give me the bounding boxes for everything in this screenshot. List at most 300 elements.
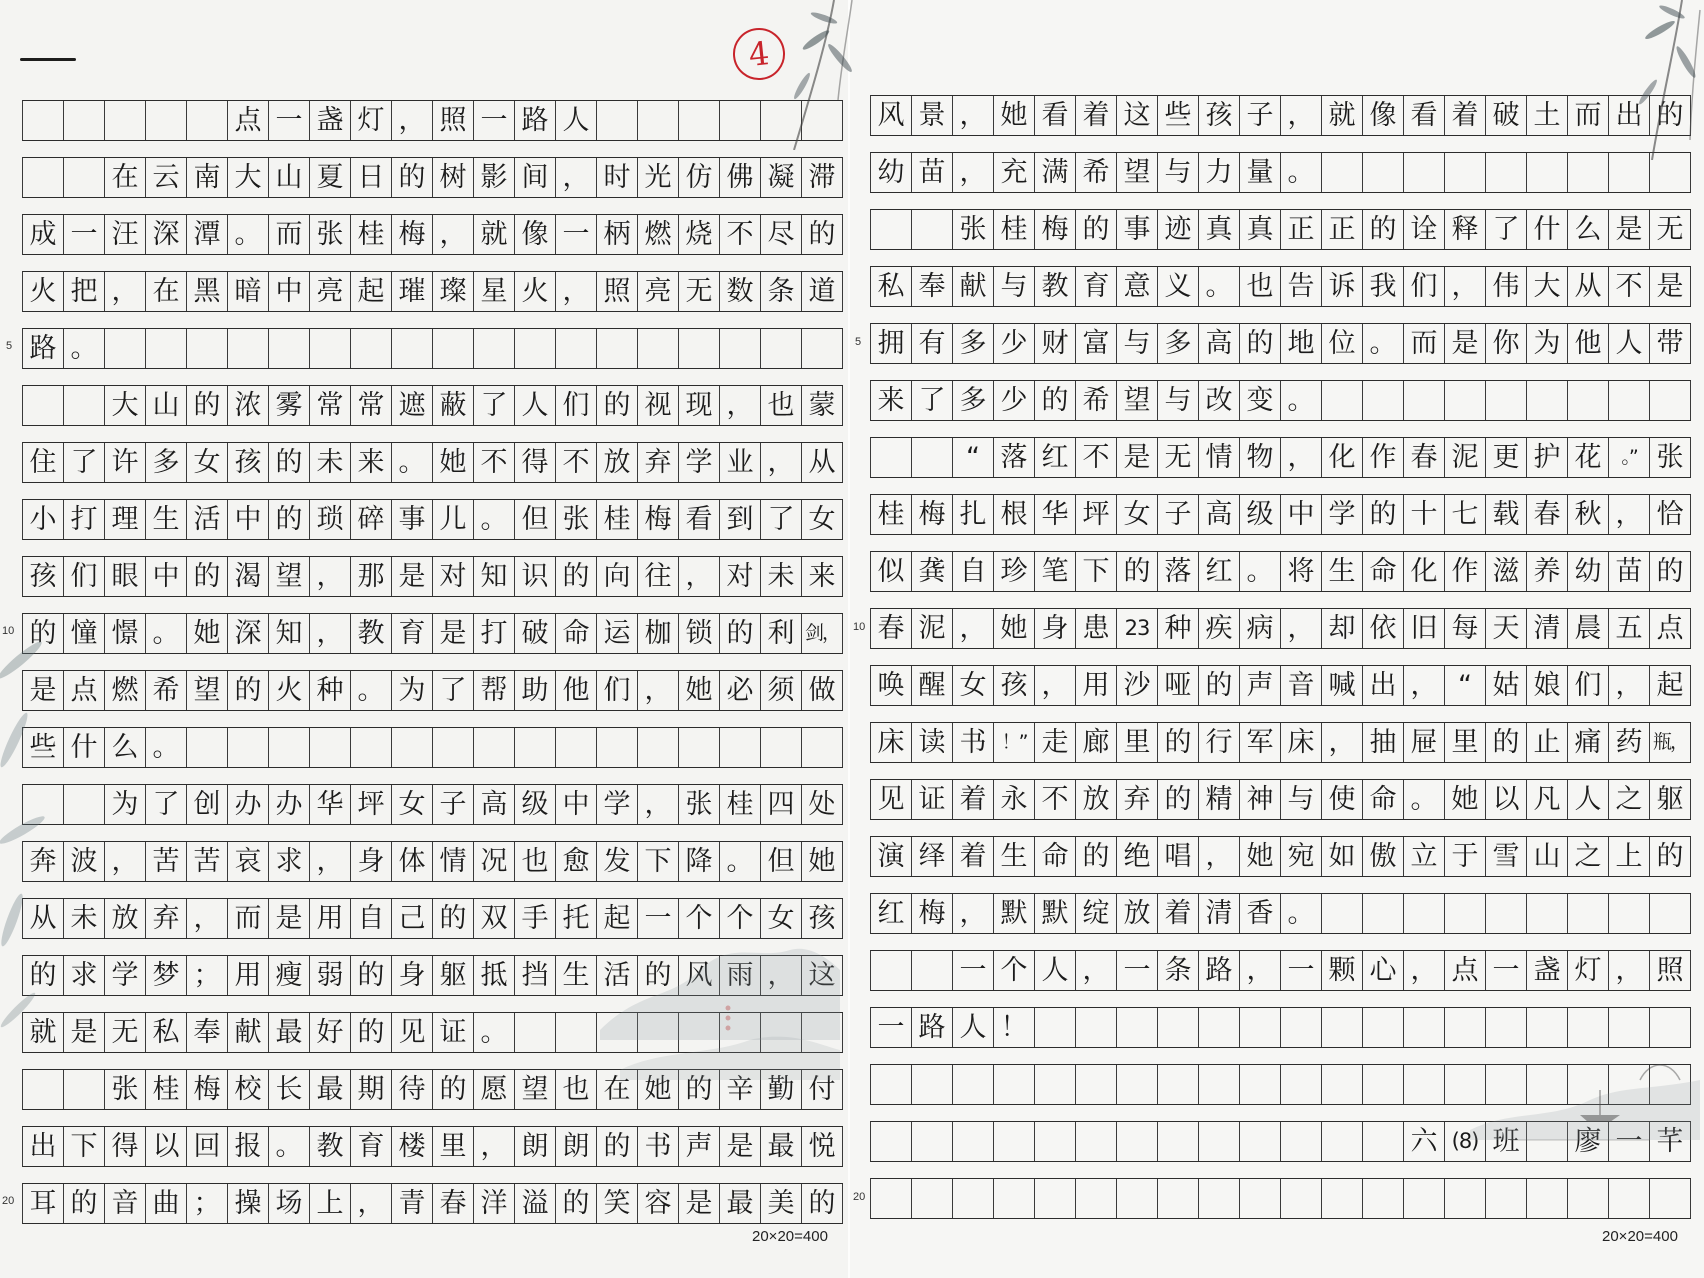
grid-cell: 蔽: [433, 386, 474, 425]
grid-cell: 哀: [228, 842, 269, 881]
grid-cell: 溢: [515, 1184, 556, 1223]
grid-cell: 姑: [1486, 666, 1527, 705]
grid-cell: ，: [953, 96, 994, 135]
grid-cell: 痛: [1568, 723, 1609, 762]
grid-cell-empty: [515, 1013, 556, 1052]
grid-cell: 运: [597, 614, 638, 653]
grid-cell: 学: [1322, 495, 1363, 534]
grid-cell: 伟: [1486, 267, 1527, 306]
grid-cell: 无: [1650, 210, 1691, 249]
grid-cell: 雪: [1486, 837, 1527, 876]
grid-cell: 儿: [433, 500, 474, 539]
grid-cell-empty: [1486, 1179, 1527, 1218]
grid-cell: 张: [679, 785, 720, 824]
grid-cell: 奉: [187, 1013, 228, 1052]
grid-cell-empty: [187, 728, 228, 767]
grid-cell-empty: [1117, 1179, 1158, 1218]
grid-cell-empty: [23, 1070, 64, 1109]
line-number-marker: 5: [6, 340, 13, 352]
grid-cell: 瓶，: [1650, 723, 1691, 762]
grid-cell: 手: [515, 899, 556, 938]
grid-cell-empty: [1650, 894, 1691, 933]
grid-cell: 双: [474, 899, 515, 938]
grid-cell: 情: [1199, 438, 1240, 477]
grid-cell: 红: [1199, 552, 1240, 591]
grid-cell: 回: [187, 1127, 228, 1166]
grid-cell: 南: [187, 158, 228, 197]
grid-cell: 。: [1363, 324, 1404, 363]
grid-cell-empty: [64, 158, 105, 197]
grid-cell: ，: [556, 158, 597, 197]
grid-cell-empty: [1445, 1065, 1486, 1104]
grid-cell: 于: [1445, 837, 1486, 876]
grid-cell: 的: [1076, 210, 1117, 249]
grid-cell: 理: [105, 500, 146, 539]
grid-cell: 奉: [912, 267, 953, 306]
grid-cell: 用: [228, 956, 269, 995]
grid-cell: 创: [187, 785, 228, 824]
grid-cell: 颗: [1322, 951, 1363, 990]
grid-cell-empty: [638, 101, 679, 140]
grid-cell: 孩: [23, 557, 64, 596]
grid-cell: 起: [351, 272, 392, 311]
grid-cell: 落: [1158, 552, 1199, 591]
grid-cell-empty: [1486, 1065, 1527, 1104]
grid-cell: 。: [64, 329, 105, 368]
grid-cell: 宛: [1281, 837, 1322, 876]
grid-cell: ，: [1404, 666, 1445, 705]
grid-cell-empty: [953, 1122, 994, 1161]
essay-line: [871, 1008, 1035, 1047]
grid-cell: 报: [228, 1127, 269, 1166]
grid-cell: 书: [953, 723, 994, 762]
grid-cell: 中: [269, 272, 310, 311]
grid-cell: 一: [269, 101, 310, 140]
grid-cell-empty: [720, 101, 761, 140]
grid-cell: 无: [679, 272, 720, 311]
grid-cell: 花: [1568, 438, 1609, 477]
grid-cell-empty: [1199, 1008, 1240, 1047]
blank-row: [870, 1178, 1691, 1219]
grid-cell: 药: [1609, 723, 1650, 762]
grid-cell: 是: [679, 1184, 720, 1223]
grid-cell: 。: [269, 1127, 310, 1166]
grid-cell: 永: [994, 780, 1035, 819]
grid-cell-empty: [679, 1013, 720, 1052]
grid-cell: ，: [1609, 495, 1650, 534]
grid-cell: 诉: [1322, 267, 1363, 306]
grid-cell: 从: [1568, 267, 1609, 306]
grid-cell: 而: [1404, 324, 1445, 363]
grid-cell-empty: [1076, 1008, 1117, 1047]
essay-line: [23, 500, 843, 539]
grid-cell: 着: [953, 780, 994, 819]
grid-cell: 廖: [1568, 1122, 1609, 1161]
grid-cell: 了: [64, 443, 105, 482]
grid-cell: 放: [1117, 894, 1158, 933]
grid-cell: 凡: [1527, 780, 1568, 819]
grid-cell: 龚: [912, 552, 953, 591]
grid-cell-empty: [310, 728, 351, 767]
essay-line: [871, 951, 1691, 990]
grid-cell: 里: [1117, 723, 1158, 762]
grid-cell-empty: [1199, 1122, 1240, 1161]
writing-grid: [22, 100, 844, 1278]
grid-cell: 出: [1363, 666, 1404, 705]
grid-cell-empty: [994, 1065, 1035, 1104]
grid-cell: 未: [761, 557, 802, 596]
grid-cell: 自: [351, 899, 392, 938]
grid-cell-empty: [64, 101, 105, 140]
essay-row: [22, 1126, 843, 1167]
essay-line: [871, 381, 1322, 420]
grid-cell-empty: [720, 329, 761, 368]
grid-cell: 迹: [1158, 210, 1199, 249]
grid-cell: 她: [433, 443, 474, 482]
grid-cell: 红: [1035, 438, 1076, 477]
grid-cell: 愿: [474, 1070, 515, 1109]
grid-cell-empty: [1076, 1065, 1117, 1104]
grid-cell-empty: [1199, 1179, 1240, 1218]
grid-cell: 的: [1240, 324, 1281, 363]
grid-cell: 办: [269, 785, 310, 824]
grid-cell: 女: [1117, 495, 1158, 534]
essay-row: [22, 328, 843, 369]
essay-row: [870, 209, 1691, 250]
grid-cell-empty: [1363, 1122, 1404, 1161]
grid-cell-empty: [1445, 1179, 1486, 1218]
grid-cell: 奔: [23, 842, 64, 881]
grid-cell-empty: [228, 329, 269, 368]
grid-cell: 点: [64, 671, 105, 710]
grid-cell-empty: [1486, 1008, 1527, 1047]
grid-cell-empty: [871, 438, 912, 477]
grid-cell: 曲: [146, 1184, 187, 1223]
essay-line: [23, 158, 843, 197]
grid-cell-empty: [146, 101, 187, 140]
essay-line: [23, 272, 843, 311]
grid-cell: 孩: [802, 899, 843, 938]
grid-cell: 。: [1281, 894, 1322, 933]
essay-row: [870, 1007, 1691, 1048]
grid-cell: 些: [1158, 96, 1199, 135]
grid-cell: 亮: [638, 272, 679, 311]
essay-row: [22, 613, 843, 654]
grid-cell: 深: [228, 614, 269, 653]
grid-cell: 的: [433, 899, 474, 938]
grid-cell-empty: [1527, 381, 1568, 420]
essay-row: [870, 437, 1691, 478]
grid-cell-empty: [912, 210, 953, 249]
grid-cell: 命: [1035, 837, 1076, 876]
grid-cell: 桂: [146, 1070, 187, 1109]
grid-cell: 须: [761, 671, 802, 710]
grid-cell: 笑: [597, 1184, 638, 1223]
grid-cell: 护: [1527, 438, 1568, 477]
grid-cell: 高: [1199, 495, 1240, 534]
essay-line: [871, 495, 1691, 534]
grid-cell: 事: [1117, 210, 1158, 249]
essay-row: [22, 442, 843, 483]
grid-cell: (8): [1445, 1122, 1486, 1161]
grid-cell: 四: [761, 785, 802, 824]
grid-cell: 充: [994, 153, 1035, 192]
grid-cell: 放: [1076, 780, 1117, 819]
essay-row: [22, 214, 843, 255]
grid-cell: 一: [1117, 951, 1158, 990]
grid-cell: 旧: [1404, 609, 1445, 648]
grid-cell: 身: [351, 842, 392, 881]
grid-cell-empty: [351, 728, 392, 767]
grid-cell: 业: [720, 443, 761, 482]
grid-cell: 的: [1158, 723, 1199, 762]
grid-cell: 成: [23, 215, 64, 254]
grid-cell: 笔: [1035, 552, 1076, 591]
grid-cell: 一: [474, 101, 515, 140]
grid-cell: 点: [1445, 951, 1486, 990]
essay-line: [23, 899, 843, 938]
grid-cell: 着: [1158, 894, 1199, 933]
grid-cell: 路: [23, 329, 64, 368]
essay-line: [23, 443, 843, 482]
grid-cell: 桂: [597, 500, 638, 539]
grid-cell: 常: [310, 386, 351, 425]
grid-cell: 高: [474, 785, 515, 824]
grid-cell: 人: [556, 101, 597, 140]
grid-cell: 喊: [1322, 666, 1363, 705]
grid-cell: 起: [1650, 666, 1691, 705]
grid-cell: 之: [1568, 837, 1609, 876]
grid-cell: 献: [953, 267, 994, 306]
grid-cell-empty: [638, 329, 679, 368]
grid-cell: 了: [761, 500, 802, 539]
grid-cell: 是: [392, 557, 433, 596]
grid-cell: 琐: [310, 500, 351, 539]
grid-cell: 意: [1117, 267, 1158, 306]
grid-cell-empty: [1650, 153, 1691, 192]
grid-cell: 绝: [1117, 837, 1158, 876]
grid-cell-empty: [23, 101, 64, 140]
grid-cell: 私: [146, 1013, 187, 1052]
grid-cell: ，: [1035, 666, 1076, 705]
grid-cell: 影: [474, 158, 515, 197]
grid-cell: 教: [310, 1127, 351, 1166]
grid-cell: 们: [597, 671, 638, 710]
essay-row: [870, 380, 1691, 421]
grid-cell-empty: [64, 386, 105, 425]
essay-row: [870, 323, 1691, 364]
grid-cell: 春: [1527, 495, 1568, 534]
grid-cell: 不: [1609, 267, 1650, 306]
grid-cell: 书: [638, 1127, 679, 1166]
grid-cell: 佛: [720, 158, 761, 197]
grid-cell-empty: [105, 101, 146, 140]
grid-cell: 雾: [269, 386, 310, 425]
grid-cell-empty: [1363, 894, 1404, 933]
left-page: [0, 0, 848, 1278]
grid-cell: 些: [23, 728, 64, 767]
grid-cell: 沙: [1117, 666, 1158, 705]
essay-line: [871, 324, 1691, 363]
grid-cell: 中: [1281, 495, 1322, 534]
grid-cell: 星: [474, 272, 515, 311]
grid-cell: 泥: [912, 609, 953, 648]
essay-line: [871, 723, 1691, 762]
grid-cell: ，: [638, 671, 679, 710]
grid-cell: 春: [433, 1184, 474, 1223]
grid-cell: 的: [1158, 780, 1199, 819]
grid-cell: 上: [310, 1184, 351, 1223]
grid-cell-empty: [392, 329, 433, 368]
grid-cell-empty: [1363, 1065, 1404, 1104]
grid-cell: 浓: [228, 386, 269, 425]
grid-cell-empty: [720, 728, 761, 767]
grid-cell: 。: [1404, 780, 1445, 819]
grid-cell-empty: [1322, 381, 1363, 420]
grid-cell-empty: [23, 158, 64, 197]
grid-cell: 她: [802, 842, 843, 881]
grid-cell: 黑: [187, 272, 228, 311]
grid-cell: 张: [310, 215, 351, 254]
grid-cell: 情: [433, 842, 474, 881]
essay-row: [870, 893, 1691, 934]
grid-cell: 的: [187, 557, 228, 596]
grid-cell: 的: [1650, 837, 1691, 876]
grid-cell: 病: [1240, 609, 1281, 648]
grid-cell: 的: [1363, 210, 1404, 249]
essay-row: [870, 266, 1691, 307]
grid-cell: 级: [515, 785, 556, 824]
essay-line: [871, 837, 1691, 876]
grid-cell: 下: [1076, 552, 1117, 591]
grid-cell-empty: [871, 951, 912, 990]
grid-cell: 的: [1035, 381, 1076, 420]
grid-cell: 望: [1117, 381, 1158, 420]
grid-cell: 育: [1076, 267, 1117, 306]
grid-cell: 似: [871, 552, 912, 591]
grid-cell: 们: [556, 386, 597, 425]
grid-cell: 养: [1527, 552, 1568, 591]
grid-cell: 献: [228, 1013, 269, 1052]
grid-cell: 。: [351, 671, 392, 710]
grid-cell-empty: [1568, 153, 1609, 192]
grid-cell: 了: [912, 381, 953, 420]
grid-cell: 义: [1158, 267, 1199, 306]
grid-cell-empty: [802, 1013, 843, 1052]
grid-cell-empty: [556, 728, 597, 767]
grid-cell: 孩: [1199, 96, 1240, 135]
grid-cell: 得: [515, 443, 556, 482]
essay-title: [228, 101, 597, 140]
grid-cell-empty: [679, 728, 720, 767]
grid-cell: 就: [474, 215, 515, 254]
essay-line: [871, 210, 1691, 249]
grid-cell-empty: [1486, 381, 1527, 420]
grid-cell-empty: [1117, 1122, 1158, 1161]
grid-cell: 她: [187, 614, 228, 653]
grid-cell: 希: [1076, 153, 1117, 192]
grid-cell-empty: [1322, 894, 1363, 933]
grid-cell: 憬: [105, 614, 146, 653]
grid-cell: 况: [474, 842, 515, 881]
grid-cell: 一: [556, 215, 597, 254]
grid-cell: 火: [23, 272, 64, 311]
grid-cell: 中: [228, 500, 269, 539]
grid-cell: 的: [1199, 666, 1240, 705]
grid-cell-empty: [1404, 1008, 1445, 1047]
grid-cell: ，: [105, 272, 146, 311]
grid-cell: 向: [597, 557, 638, 596]
grid-cell: 抵: [474, 956, 515, 995]
grid-cell: 声: [679, 1127, 720, 1166]
grid-cell: 生: [556, 956, 597, 995]
grid-cell-empty: [1609, 1008, 1650, 1047]
grid-cell-empty: [1404, 1065, 1445, 1104]
grid-cell-empty: [802, 101, 843, 140]
grid-cell: 娘: [1527, 666, 1568, 705]
essay-line: [23, 386, 843, 425]
grid-cell: 烧: [679, 215, 720, 254]
grid-cell: ，: [1199, 837, 1240, 876]
grid-cell: ，: [433, 215, 474, 254]
grid-cell: 。: [146, 728, 187, 767]
grid-cell-empty: [597, 329, 638, 368]
grid-cell: 暗: [228, 272, 269, 311]
grid-cell-empty: [1527, 1008, 1568, 1047]
grid-cell: ，: [1609, 951, 1650, 990]
grid-cell: 风: [871, 96, 912, 135]
grid-cell: 变: [1240, 381, 1281, 420]
grid-cell: 而: [1568, 96, 1609, 135]
grid-cell: 条: [1158, 951, 1199, 990]
grid-cell: 的: [187, 386, 228, 425]
grid-cell: 场: [269, 1184, 310, 1223]
grid-cell: 们: [1568, 666, 1609, 705]
grid-cell: 挡: [515, 956, 556, 995]
grid-cell: 屉: [1404, 723, 1445, 762]
grid-cell: 朗: [556, 1127, 597, 1166]
essay-line: [871, 438, 1691, 477]
grid-cell: 有: [912, 324, 953, 363]
grid-cell: 下: [64, 1127, 105, 1166]
grid-cell: 命: [556, 614, 597, 653]
grid-cell: 。: [1281, 153, 1322, 192]
essay-line: [871, 780, 1691, 819]
grid-cell: 照: [1650, 951, 1691, 990]
grid-cell: 一: [638, 899, 679, 938]
grid-cell: 自: [953, 552, 994, 591]
title-row: [22, 100, 843, 141]
grid-cell: 美: [761, 1184, 802, 1223]
grid-cell: 神: [1240, 780, 1281, 819]
grid-cell: 人: [515, 386, 556, 425]
grid-cell: 她: [679, 671, 720, 710]
grid-cell: 仿: [679, 158, 720, 197]
grid-cell: 疾: [1199, 609, 1240, 648]
grid-cell-empty: [1035, 1179, 1076, 1218]
grid-cell-empty: [1076, 1179, 1117, 1218]
essay-line: [871, 894, 1322, 933]
grid-cell: 23: [1117, 609, 1158, 648]
grid-cell: 一: [871, 1008, 912, 1047]
grid-cell: 的: [351, 956, 392, 995]
grid-cell-empty: [1404, 1179, 1445, 1218]
grid-cell: 高: [1199, 324, 1240, 363]
grid-cell: 路: [515, 101, 556, 140]
grid-cell: 个: [720, 899, 761, 938]
grid-cell: 条: [761, 272, 802, 311]
grid-cell: 证: [433, 1013, 474, 1052]
